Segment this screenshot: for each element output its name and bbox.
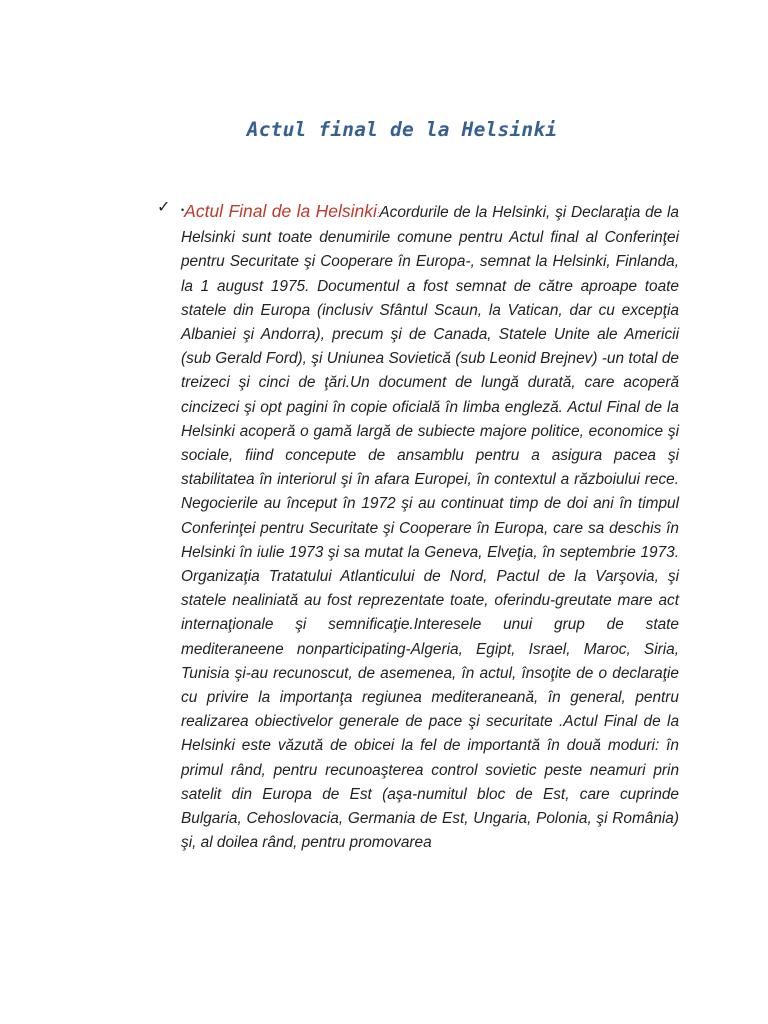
body-text: Acordurile de la Helsinki, şi Declaraţia de la Helsinki sunt toate denumirile comune pentru Actul final al Conferinţei pentru Securitate şi Cooperare în Europa-, semnat la Helsinki, Finlanda, la 1 august 1975. Documentul a fost semnat de către aproape toate statele din Europa (inclusiv Sfântul Scaun, la Vatican, dar cu excepţia Albaniei şi Andorra), precum şi de Canada, Statele Unite ale Americii (sub Gerald Ford), şi Uniunea Sovietică (sub Leonid Brejnev) -un total de treizeci şi cinci de ţări.Un document de lungă durată, care acoperă cincizeci şi opt pagini în copie oficială în limba engleză. Actul Final de la Helsinki acoperă o gamă largă de subiecte majore politice, economice şi sociale, fiind concepute de ansamblu pentru a asigura pacea şi stabilitatea în interiorul şi în afara Europei, în contextul a războiului rece. Negocierile au început în 1972 şi au continuat timp de doi ani în timpul Conferinţei pentru Securitate şi Cooperare în Europa, care sa deschis în Helsinki în iulie 1973 şi sa mutat la Geneva, Elveţia, în septembrie 1973. Organizaţia Tratatului Atlanticului de Nord, Pactul de la Varşovia, şi statele nealiniată au fost reprezentate toate, oferindu-greutate mare act internaţionale şi semnificaţie.Interesele unui grup de state mediteraneene nonparticipating-Algeria, Egipt, Israel, Maroc, Siria, Tunisia şi-au recunoscut, de asemenea, în actul, însoţite de o declaraţie cu privire la importanţa regiunea mediteraneană, în general, pentru realizarea obiectivelor generale de pace şi securitate .Actul Final de la Helsinki este văzută de obicei la fel de importantă în două moduri: în primul rând, pentru recunoaşterea control sovietic peste neamuri prin satelit din Europa de Est (aşa-numitul bloc de Est, care cuprinde Bulgaria, Cehoslovacia, Germania de Est, Ungaria, Polonia, şi România) şi, al doilea rând, pentru promovarea xyxy=(181,204,679,852)
bullet-dot: • xyxy=(181,205,185,215)
lead-separator: : xyxy=(376,209,380,219)
checkmark-bullet-icon: ✓ xyxy=(157,197,171,216)
lead-heading: Actul Final de la Helsinki xyxy=(184,201,377,221)
document-title: Actul final de la Helsinki xyxy=(246,118,558,141)
body-paragraph xyxy=(181,198,679,855)
